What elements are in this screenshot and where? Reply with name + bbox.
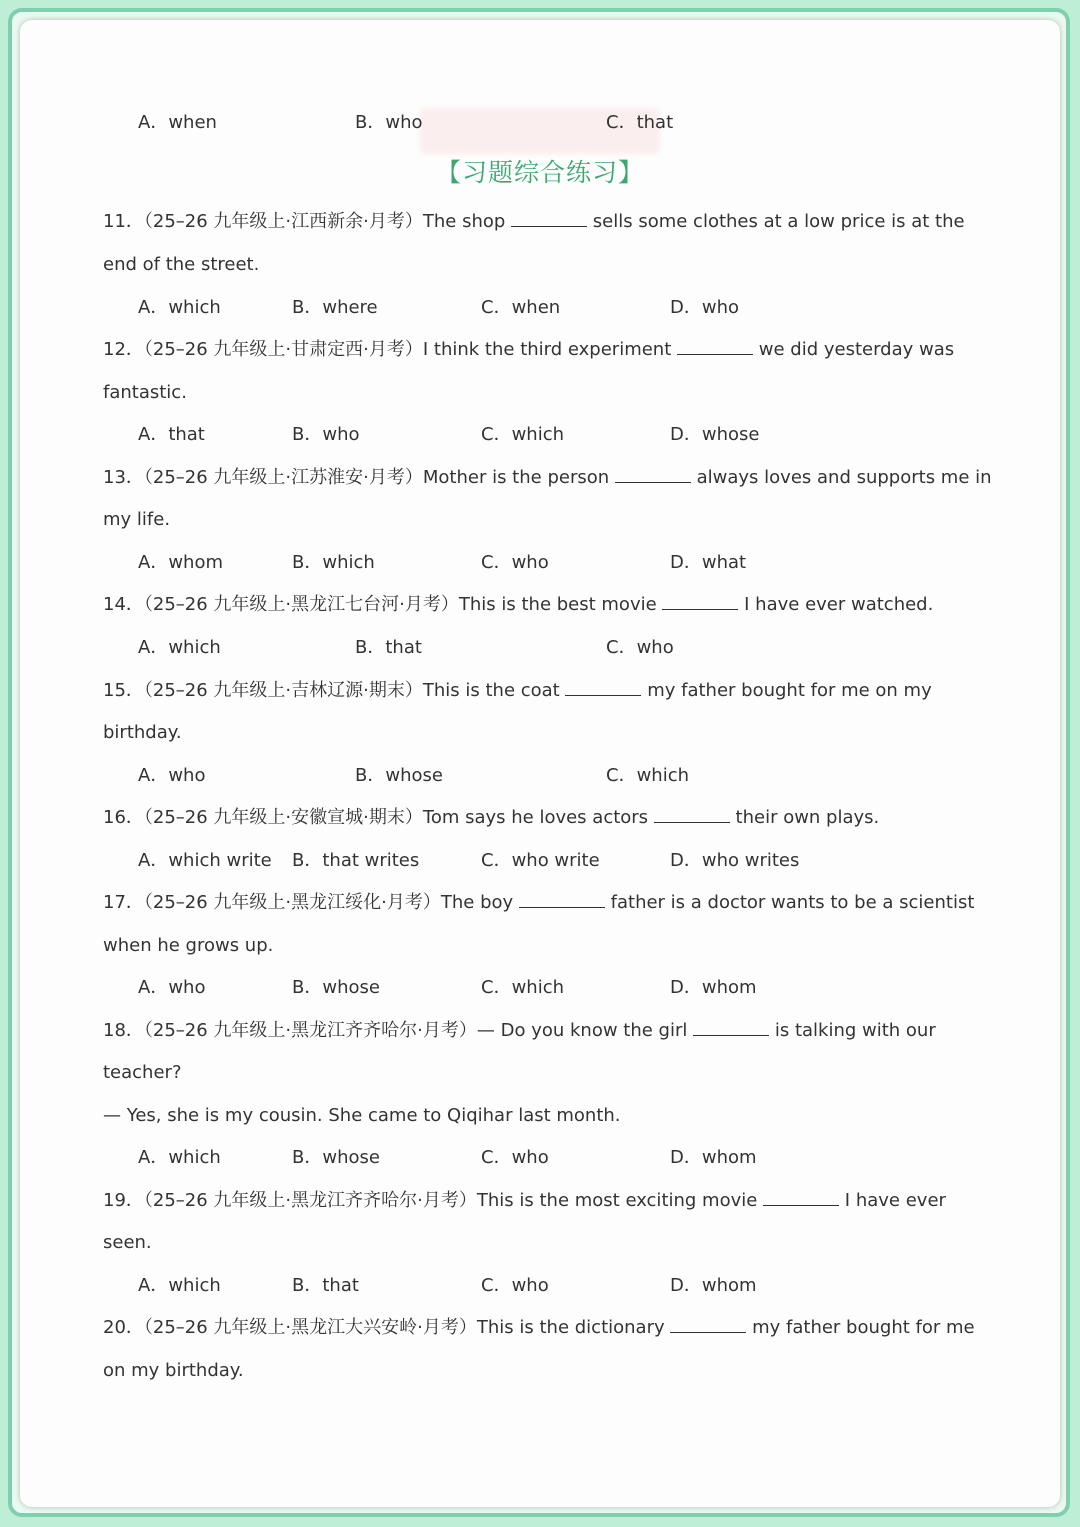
option-a: A．which write	[138, 850, 272, 871]
option-d: D．who writes	[670, 850, 800, 871]
question-17-stem	[103, 891, 1003, 915]
question-17-continuation: when he grows up.	[103, 935, 274, 956]
question-15-continuation: birthday.	[103, 722, 182, 743]
option-c: C．which	[481, 977, 565, 998]
answer-blank	[662, 593, 738, 610]
option-b: B．that writes	[292, 850, 420, 871]
question-text: I have ever	[844, 1190, 946, 1211]
answer-blank	[654, 806, 730, 823]
answer-blank	[670, 1316, 746, 1333]
question-12-continuation: fantastic.	[103, 382, 187, 403]
question-text: I have ever watched.	[744, 594, 934, 615]
option-d: D．who	[670, 297, 740, 318]
question-text: father is a doctor wants to be a scientist	[610, 892, 975, 913]
question-text: sells some clothes at a low price is at the	[592, 211, 965, 232]
option-b: B．which	[292, 552, 375, 573]
question-18-stem	[103, 1019, 1003, 1043]
option-b: B．whose	[292, 977, 380, 998]
question-text: my father bought for me on my	[647, 680, 932, 701]
option-d: D．whom	[670, 1147, 757, 1168]
option-a: A．which	[138, 297, 221, 318]
option-d: D．whom	[670, 977, 757, 998]
question-13-stem	[103, 466, 1003, 490]
option-d: D．whose	[670, 424, 760, 445]
question-text: 15．（25–26 九年级上·吉林辽源·期末）This is the coat	[103, 680, 560, 701]
option-c: C．which	[481, 424, 565, 445]
option-b: B．whose	[355, 765, 443, 786]
answer-blank	[763, 1189, 839, 1206]
option-c: C．which	[606, 765, 690, 786]
question-19-stem	[103, 1189, 1003, 1213]
option-b: B．that	[292, 1275, 359, 1296]
answer-blank	[565, 679, 641, 696]
answer-blank	[693, 1019, 769, 1036]
option-a: A．which	[138, 1147, 221, 1168]
question-text: always loves and supports me in	[696, 467, 992, 488]
question-text: my father bought for me	[752, 1317, 975, 1338]
option-a: A．whom	[138, 552, 223, 573]
question-18-dialogue-reply: — Yes, she is my cousin. She came to Qiqihar last month.	[103, 1105, 621, 1126]
question-20-continuation: on my birthday.	[103, 1360, 244, 1381]
option-c: C．who	[481, 552, 549, 573]
question-text: 17．（25–26 九年级上·黑龙江绥化·月考）The boy	[103, 892, 514, 913]
option-a: A．when	[138, 112, 217, 133]
question-text: is talking with our	[774, 1020, 936, 1041]
answer-blank	[677, 338, 753, 355]
option-b: B．who	[292, 424, 360, 445]
question-14-stem	[103, 593, 1003, 617]
option-a: A．who	[138, 977, 206, 998]
option-c: C．who	[606, 637, 674, 658]
option-c: C．when	[481, 297, 561, 318]
question-text: their own plays.	[735, 807, 880, 828]
answer-blank	[511, 210, 587, 227]
question-text: 19．（25–26 九年级上·黑龙江齐齐哈尔·月考）This is the most exciting movie	[103, 1190, 758, 1211]
question-text: 14．（25–26 九年级上·黑龙江七台河·月考）This is the best movie	[103, 594, 657, 615]
question-12-stem	[103, 338, 1003, 362]
question-18-continuation: teacher?	[103, 1062, 182, 1083]
option-c: C．who	[481, 1275, 549, 1296]
question-text: 18．（25–26 九年级上·黑龙江齐齐哈尔·月考）— Do you know the girl	[103, 1020, 688, 1041]
question-text: 16．（25–26 九年级上·安徽宣城·期末）Tom says he loves actors	[103, 807, 649, 828]
option-a: A．who	[138, 765, 206, 786]
question-13-continuation: my life.	[103, 509, 171, 530]
option-b: B．who	[355, 112, 423, 133]
option-a: A．which	[138, 637, 221, 658]
question-20-stem	[103, 1316, 1003, 1340]
section-title: 【习题综合练习】	[435, 158, 644, 187]
option-b: B．that	[355, 637, 422, 658]
question-text: 12．（25–26 九年级上·甘肃定西·月考）I think the third experiment	[103, 339, 672, 360]
question-text: 11．（25–26 九年级上·江西新余·月考）The shop	[103, 211, 506, 232]
option-d: D．whom	[670, 1275, 757, 1296]
question-19-continuation: seen.	[103, 1232, 152, 1253]
question-15-stem	[103, 679, 1003, 703]
question-text: we did yesterday was	[758, 339, 955, 360]
option-a: A．which	[138, 1275, 221, 1296]
option-d: D．what	[670, 552, 747, 573]
question-text: 13．（25–26 九年级上·江苏淮安·月考）Mother is the person	[103, 467, 610, 488]
question-11-continuation: end of the street.	[103, 254, 260, 275]
question-text: 20．（25–26 九年级上·黑龙江大兴安岭·月考）This is the dictionary	[103, 1317, 665, 1338]
option-c: C．who write	[481, 850, 600, 871]
question-11-stem	[103, 210, 1003, 234]
option-b: B．whose	[292, 1147, 380, 1168]
option-b: B．where	[292, 297, 378, 318]
option-c: C．that	[606, 112, 674, 133]
option-c: C．who	[481, 1147, 549, 1168]
answer-blank	[519, 891, 605, 908]
option-a: A．that	[138, 424, 205, 445]
question-16-stem	[103, 806, 1003, 830]
answer-blank	[615, 466, 691, 483]
